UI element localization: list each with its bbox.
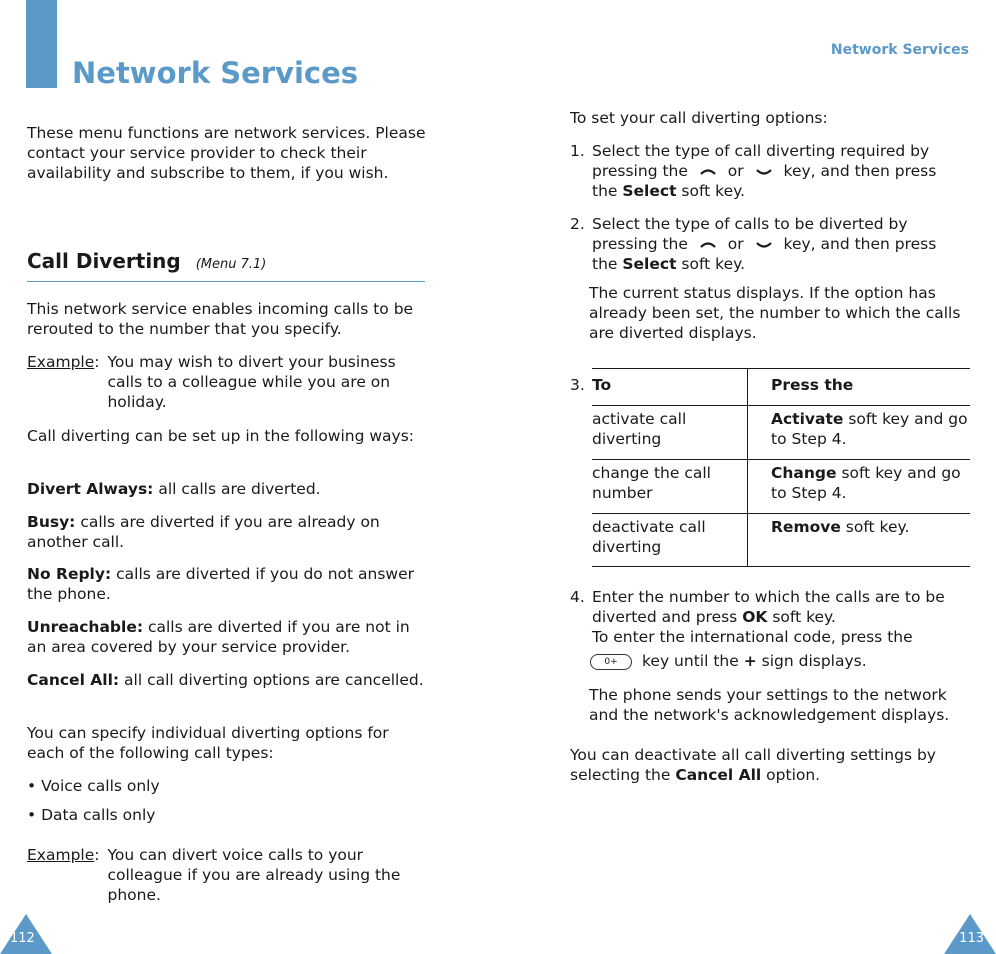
bullet-data bbox=[27, 805, 427, 825]
cancel-all-keyword: Cancel All bbox=[675, 766, 762, 784]
section-heading bbox=[27, 249, 427, 273]
intro-paragraph bbox=[27, 123, 427, 183]
step-note-text: The current status displays. If the option has already been set, the number to which the calls are diverted displays. bbox=[589, 284, 961, 342]
step-text: key, and then press the bbox=[592, 162, 937, 200]
down-key-icon bbox=[755, 168, 773, 176]
example-label-wrap bbox=[27, 352, 99, 412]
step-text: Select the type of call diverting required by pressing the bbox=[592, 142, 930, 180]
option-divert-always bbox=[27, 479, 427, 499]
select-keyword: Select bbox=[622, 255, 677, 273]
table-cell-to: deactivate call diverting bbox=[592, 514, 748, 567]
table-cell-press bbox=[748, 406, 971, 460]
select-keyword: Select bbox=[622, 182, 677, 200]
table-row bbox=[592, 514, 970, 567]
table-cell-press bbox=[748, 514, 971, 567]
option-no-reply bbox=[27, 564, 427, 604]
option-text: calls are diverted if you do not answer the phone. bbox=[27, 565, 414, 603]
step-3-table bbox=[592, 368, 970, 567]
right-page-number: 113 bbox=[959, 931, 984, 946]
example-label-wrap bbox=[27, 845, 99, 905]
example-text: You can divert voice calls to your colleague if you are already using the phone. bbox=[107, 846, 401, 904]
softkey-name: Remove bbox=[771, 518, 841, 536]
step-text: Enter the number to which the calls are to be diverted and press bbox=[592, 588, 945, 626]
left-page-number: 112 bbox=[10, 931, 35, 946]
option-text: all calls are diverted. bbox=[153, 480, 321, 498]
option-term: Unreachable: bbox=[27, 618, 144, 636]
setup-paragraph bbox=[27, 426, 427, 446]
option-term: Busy: bbox=[27, 513, 76, 531]
step-text: sign displays. bbox=[761, 652, 867, 670]
running-head: Network Services bbox=[830, 42, 969, 58]
step-4-note bbox=[589, 685, 969, 725]
section-title: Call Diverting bbox=[27, 249, 181, 273]
step-text: soft key. bbox=[772, 608, 836, 626]
option-cancel-all bbox=[27, 670, 427, 690]
header-label: To bbox=[592, 376, 612, 394]
option-term: Divert Always: bbox=[27, 480, 154, 498]
title-accent-bar bbox=[26, 0, 57, 88]
option-term: Cancel All: bbox=[27, 671, 120, 689]
example-label: Example bbox=[27, 846, 95, 864]
example-text: You may wish to divert your business calls to a colleague while you are on holiday. bbox=[107, 353, 396, 411]
header-label: Press the bbox=[771, 376, 854, 394]
step-4-key-line bbox=[570, 651, 970, 671]
table-header-press bbox=[748, 369, 971, 406]
step-number: 1. bbox=[570, 142, 585, 160]
outro-text: option. bbox=[766, 766, 821, 784]
option-term: No Reply: bbox=[27, 565, 112, 583]
step-text: soft key. bbox=[681, 182, 746, 200]
right-outro bbox=[570, 745, 970, 785]
individual-paragraph bbox=[27, 723, 427, 763]
step-1 bbox=[570, 141, 970, 201]
right-intro bbox=[570, 108, 970, 128]
section-description bbox=[27, 299, 427, 339]
bullet-voice bbox=[27, 776, 427, 796]
desc-text: This network service enables incoming calls to be rerouted to the number that you specify. bbox=[27, 300, 414, 338]
table-header-row bbox=[592, 369, 970, 406]
step-text: key until the bbox=[642, 652, 739, 670]
step-3-number: 3. bbox=[570, 376, 585, 394]
table-cell-to: change the call number bbox=[592, 460, 748, 514]
step-or: or bbox=[727, 235, 744, 253]
cell-rest: soft key and go to Step 4. bbox=[771, 410, 968, 448]
table-cell-to: activate call diverting bbox=[592, 406, 748, 460]
table-row bbox=[592, 406, 970, 460]
example-colon: : bbox=[94, 353, 100, 371]
step-text: soft key. bbox=[681, 255, 746, 273]
section-divider bbox=[27, 281, 425, 282]
step-number: 4. bbox=[570, 588, 585, 606]
option-text: calls are diverted if you are already on another call. bbox=[27, 513, 380, 551]
step-2-note bbox=[589, 283, 969, 343]
softkey-name: Activate bbox=[771, 410, 844, 428]
up-key-icon bbox=[699, 241, 717, 249]
menu-reference: (Menu 7.1) bbox=[195, 257, 267, 272]
page-title: Network Services bbox=[72, 56, 359, 90]
cell-rest: soft key. bbox=[840, 518, 910, 536]
step-4 bbox=[570, 587, 970, 647]
example-block-2 bbox=[27, 845, 427, 905]
step-text: To enter the international code, press the bbox=[592, 628, 913, 646]
setup-text: Call diverting can be set up in the following ways: bbox=[27, 427, 415, 445]
up-key-icon bbox=[699, 168, 717, 176]
step-2 bbox=[570, 214, 970, 274]
step-number: 2. bbox=[570, 215, 585, 233]
step-or: or bbox=[727, 162, 744, 180]
step-text: Select the type of calls to be diverted by pressing the bbox=[592, 215, 908, 253]
step-note-text: The phone sends your settings to the network and the network's acknowledgement displays. bbox=[589, 686, 950, 724]
option-text: calls are diverted if you are not in an area covered by your service provider. bbox=[27, 618, 410, 656]
individual-text: You can specify individual diverting options for each of the following call types: bbox=[27, 724, 389, 762]
option-busy bbox=[27, 512, 427, 552]
example-block-1 bbox=[27, 352, 427, 412]
down-key-icon bbox=[755, 241, 773, 249]
cell-rest: soft key and go to Step 4. bbox=[771, 464, 961, 502]
list-item: • Voice calls only bbox=[27, 777, 160, 795]
softkey-name: Change bbox=[771, 464, 837, 482]
plus-sign: + bbox=[743, 652, 757, 670]
right-intro-text: To set your call diverting options: bbox=[570, 109, 828, 127]
option-unreachable bbox=[27, 617, 427, 657]
list-item: • Data calls only bbox=[27, 806, 156, 824]
outro-text: You can deactivate all call diverting settings by selecting the bbox=[570, 746, 936, 784]
table-cell-press bbox=[748, 460, 971, 514]
ok-keyword: OK bbox=[742, 608, 768, 626]
intro-text: These menu functions are network services. Please contact your service provider to check their availability and subscribe to them, if you wish. bbox=[27, 124, 426, 182]
example-colon: : bbox=[94, 846, 100, 864]
example-label: Example bbox=[27, 353, 95, 371]
table-header-to bbox=[592, 369, 748, 406]
step-text: key, and then press the bbox=[592, 235, 937, 273]
zero-plus-key-icon: 0+ bbox=[590, 654, 632, 670]
table-row bbox=[592, 460, 970, 514]
option-text: all call diverting options are cancelled. bbox=[119, 671, 424, 689]
